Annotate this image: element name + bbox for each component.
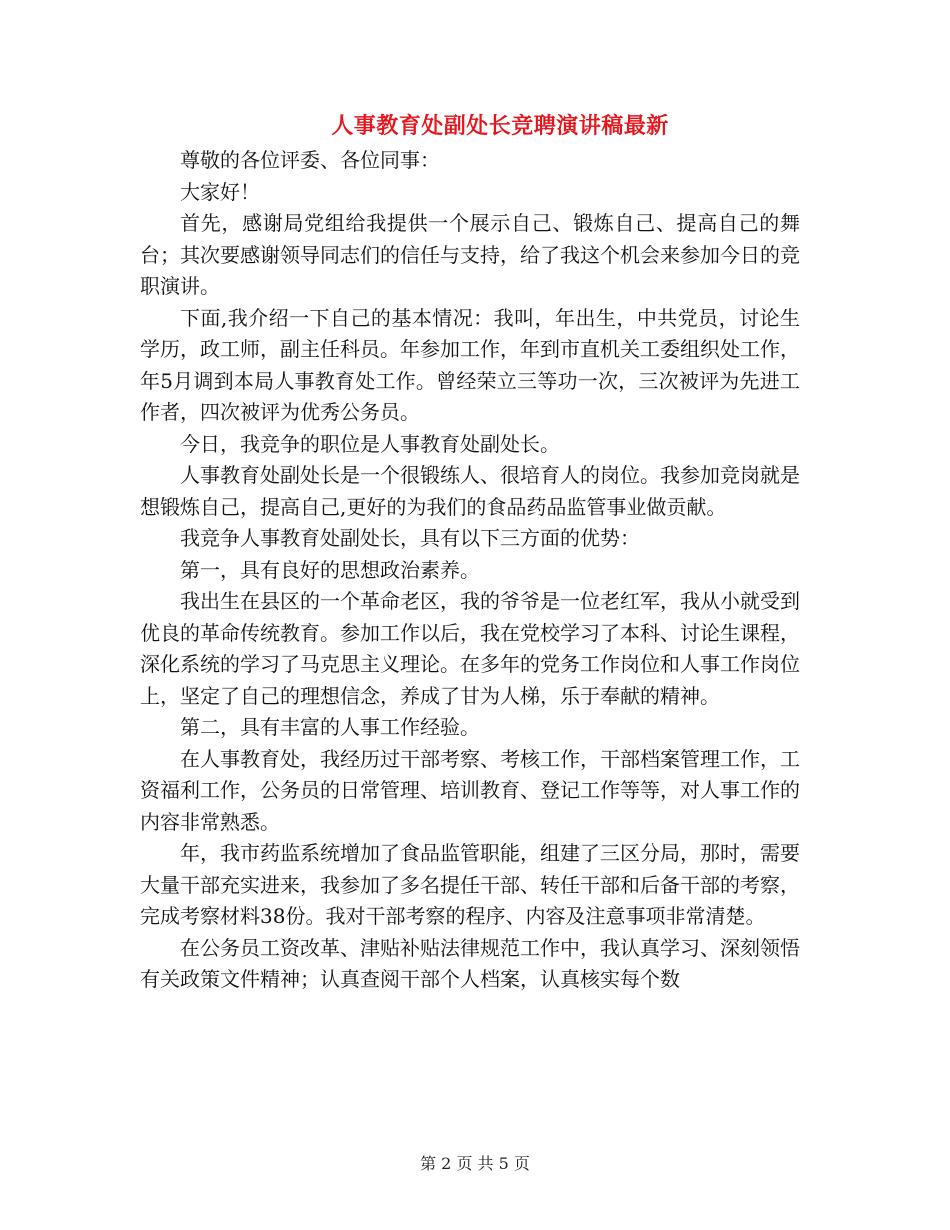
paragraph: 下面,我介绍一下自己的基本情况：我叫，年出生，中共党员，讨论生学历，政工师，副主任科员。年参加工作，年到市直机关工委组织处工作，年5月调到本局人事教育处工作。曾经荣立三等功一次，三次被评为先进工作者，四次被评为优秀公务员。	[140, 305, 800, 424]
paragraph: 今日，我竞争的职位是人事教育处副处长。	[180, 431, 560, 456]
paragraph: 我竞争人事教育处副处长，具有以下三方面的优势：	[180, 526, 640, 550]
paragraph: 人事教育处副处长是一个很锻练人、很培育人的岗位。我参加竞岗就是想锻炼自己，提高自己,更好的为我们的食品药品监管事业做贡献。	[140, 463, 800, 519]
document-title: 人事教育处副处长竞聘演讲稿最新	[331, 113, 669, 139]
paragraph: 年，我市药监系统增加了食品监管职能，组建了三区分局，那时，需要大量干部充实进来，我参加了多名提任干部、转任干部和后备干部的考察，完成考察材料38份。我对干部考察的程序、内容及注意事项非常清楚。	[140, 841, 800, 928]
paragraph: 尊敬的各位评委、各位同事：	[180, 148, 440, 172]
paragraph: 我出生在县区的一个革命老区，我的爷爷是一位老红军，我从小就受到优良的革命传统教育。参加工作以后，我在党校学习了本科、讨论生课程，深化系统的学习了马克思主义理论。在多年的党务工作岗位和人事工作岗位上，坚定了自己的理想信念，养成了甘为人梯，乐于奉献的精神。	[140, 589, 800, 708]
paragraph: 第二，具有丰富的人事工作经验。	[180, 715, 480, 739]
paragraph: 首先，感谢局党组给我提供一个展示自己、锻炼自己、提高自己的舞台；其次要感谢领导同志们的信任与支持，给了我这个机会来参加今日的竞职演讲。	[140, 211, 800, 298]
page-number: 第 2 页 共 5 页	[420, 1154, 530, 1173]
paragraph: 在公务员工资改革、津贴补贴法律规范工作中，我认真学习、深刻领悟有关政策文件精神；认真查阅干部个人档案，认真核实每个数	[140, 935, 800, 991]
paragraph: 第一，具有良好的思想政治素养。	[180, 557, 480, 582]
paragraph: 在人事教育处，我经历过干部考察、考核工作，干部档案管理工作，工资福利工作，公务员的日常管理、培训教育、登记工作等等，对人事工作的内容非常熟悉。	[140, 746, 800, 834]
paragraph: 大家好！	[180, 179, 260, 204]
document-body	[140, 145, 800, 996]
